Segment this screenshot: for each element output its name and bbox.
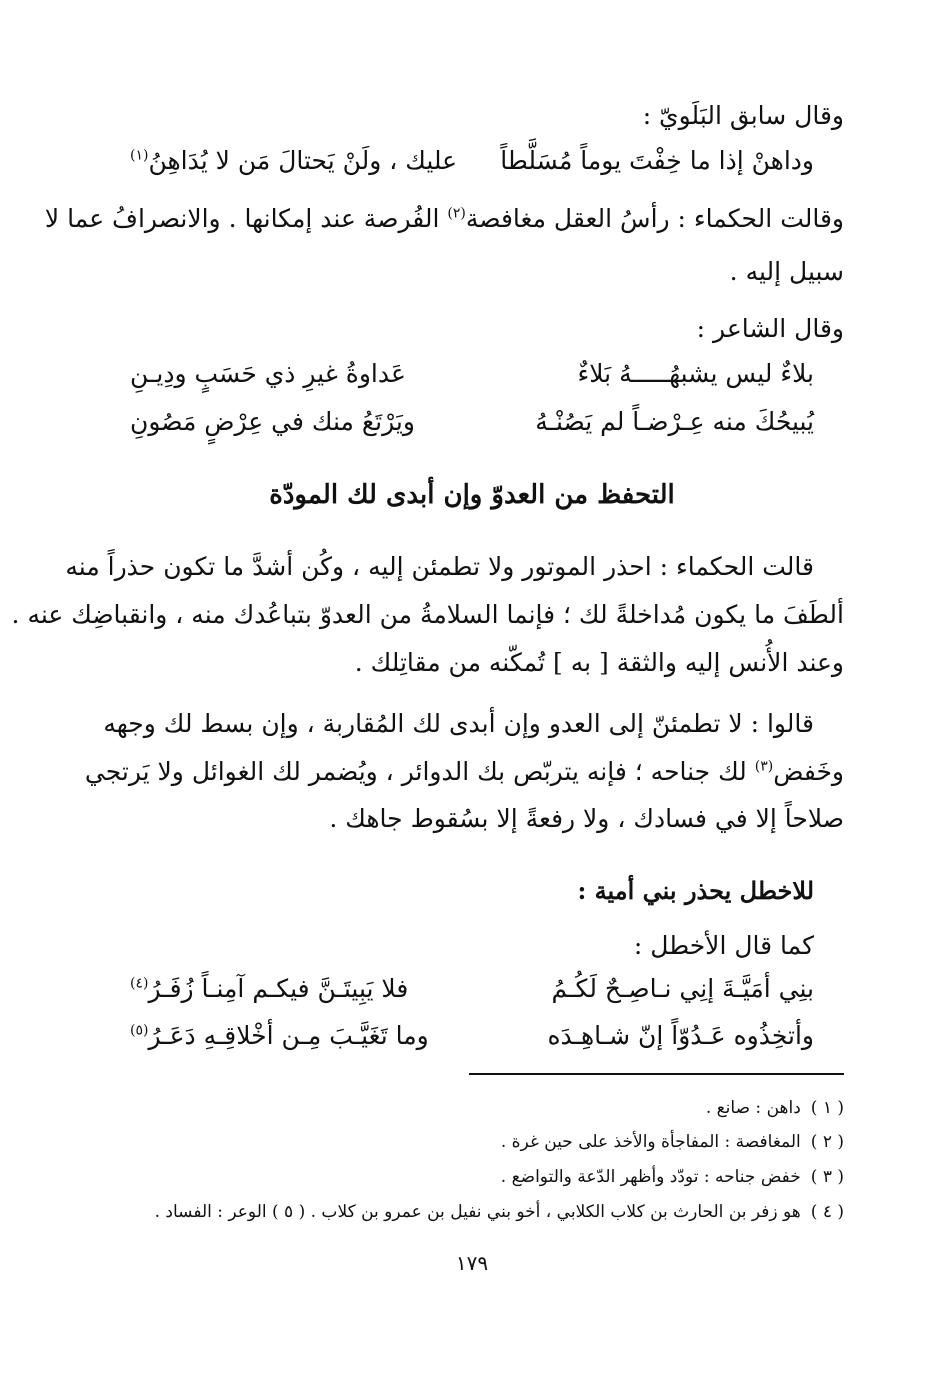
wise-saying-line-1 bbox=[44, 200, 844, 238]
footnote-number: ( ١ ) bbox=[810, 1098, 844, 1118]
footnote-text: خفض جناحه : تودّد وأظهر الدّعة والتواضع . bbox=[500, 1167, 801, 1187]
akhtal-verse-2-right: وأتخِذُوه عَـدُوّاً إنّ شـاهِـدَه bbox=[547, 1021, 814, 1050]
speaker-poet: وقال الشاعر : bbox=[696, 314, 844, 343]
para2-text-b: لك جناحه ؛ فإنه يتربّص بك الدوائر ، ويُضمر لك الغوائل ولا يَرتجي bbox=[84, 757, 755, 786]
verse-sabiq-second-half bbox=[130, 142, 460, 180]
footnote-ref-1: (١) bbox=[130, 147, 149, 164]
footnote-1 bbox=[100, 1093, 844, 1123]
para2-line-3: صلاحاً إلا في فسادك ، ولا رفعةً إلا بسُقوط جاهك . bbox=[329, 804, 844, 833]
speaker-sabiq: وقال سابق البَلَويّ : bbox=[642, 101, 844, 130]
footnote-ref-5: (٥) bbox=[130, 1022, 149, 1039]
footnote-3 bbox=[100, 1162, 844, 1192]
footnote-divider bbox=[469, 1073, 844, 1075]
footnote-text: هو زفر بن الحارث بن كلاب الكلابي ، أخو بني نفيل بن عمرو بن كلاب . ( ٥ ) الوعر : الفساد . bbox=[154, 1202, 801, 1222]
para1-line-3: وعند الأُنس إليه والثقة [ به ] تُمكّنه من مقاتِلك . bbox=[354, 648, 844, 677]
footnote-number: ( ٣ ) bbox=[810, 1167, 844, 1187]
footnote-number: ( ٢ ) bbox=[810, 1132, 844, 1152]
verse-text: فلا يَبِيتَـنَّ فيكـم آمِنـاً زُفَـرُ bbox=[148, 974, 409, 1003]
poet-verse-1-left: عَداوةُ غيرِ ذي حَسَبٍ ودِيـنِ bbox=[130, 359, 406, 388]
footnote-ref-2: (٢) bbox=[447, 205, 466, 222]
footnote-2 bbox=[100, 1127, 844, 1157]
wise-saying-text-a: وقالت الحكماء : رأسُ العقل مغافصة bbox=[465, 204, 844, 233]
speaker-akhtal: كما قال الأخطل : bbox=[633, 931, 814, 960]
wise-saying-text-b: الفُرصة عند إمكانها . والانصرافُ عما لا bbox=[44, 204, 448, 233]
subheading-akhtal: للاخطل يحذر بني أمية : bbox=[577, 876, 814, 905]
poet-verse-2-left: ويَرْتَعُ منك في عِرْضٍ مَصُونِ bbox=[130, 407, 415, 436]
verse-text: وما تَغَيَّـبَ مِـن أخْلاقِـهِ دَعَـرُ bbox=[148, 1021, 429, 1050]
footnote-text: داهن : صانع . bbox=[705, 1098, 801, 1118]
section-heading: التحفظ من العدوّ وإن أبدى لك المودّة bbox=[269, 480, 675, 510]
para1-line-2: ألطَفَ ما يكون مُداخلةً لك ؛ فإنما السلامةُ من العدوّ بتباعُدك منه ، وانقباضِك عنه . bbox=[11, 600, 844, 629]
verse-text: عليك ، ولَنْ يَحتالَ مَن لا يُدَاهِنُ bbox=[148, 146, 458, 175]
footnote-4 bbox=[100, 1197, 844, 1227]
footnote-text: المغافصة : المفاجأة والأخذ على حين غرة . bbox=[500, 1132, 801, 1152]
wise-saying-line-2: سبيل إليه . bbox=[729, 257, 844, 286]
para2-line-2 bbox=[84, 753, 844, 791]
akhtal-verse-1-left bbox=[130, 970, 460, 1008]
verse-sabiq-first-half: وداهنْ إذا ما خِفْتَ يوماً مُسَلَّطاً bbox=[500, 146, 814, 175]
para1-line-1: قالت الحكماء : احذر الموتور ولا تطمئن إليه ، وكُن أشدَّ ما تكون حذراً منه bbox=[65, 552, 814, 581]
akhtal-verse-1-right: بنِي أمَيَّـةَ إنِي نـاصِـحٌ لَكُـمُ bbox=[551, 974, 814, 1003]
footnote-number: ( ٤ ) bbox=[810, 1202, 844, 1222]
akhtal-verse-2-left bbox=[130, 1017, 460, 1055]
footnote-ref-3: (٣) bbox=[754, 758, 774, 775]
poet-verse-2-right: يُبيحُكَ منه عِـرْضـاً لم يَصُنْـهُ bbox=[535, 407, 814, 436]
para2-text-a: وخَفض bbox=[773, 757, 844, 786]
para2-line-1: قالوا : لا تطمئنّ إلى العدو وإن أبدى لك المُقاربة ، وإن بسط لك وجهه bbox=[103, 709, 814, 738]
footnote-ref-4: (٤) bbox=[130, 975, 149, 992]
poet-verse-1-right: بلاءٌ ليس يشبهُـــــهُ بَلاءٌ bbox=[577, 359, 814, 388]
page-number: ١٧٩ bbox=[455, 1251, 489, 1275]
